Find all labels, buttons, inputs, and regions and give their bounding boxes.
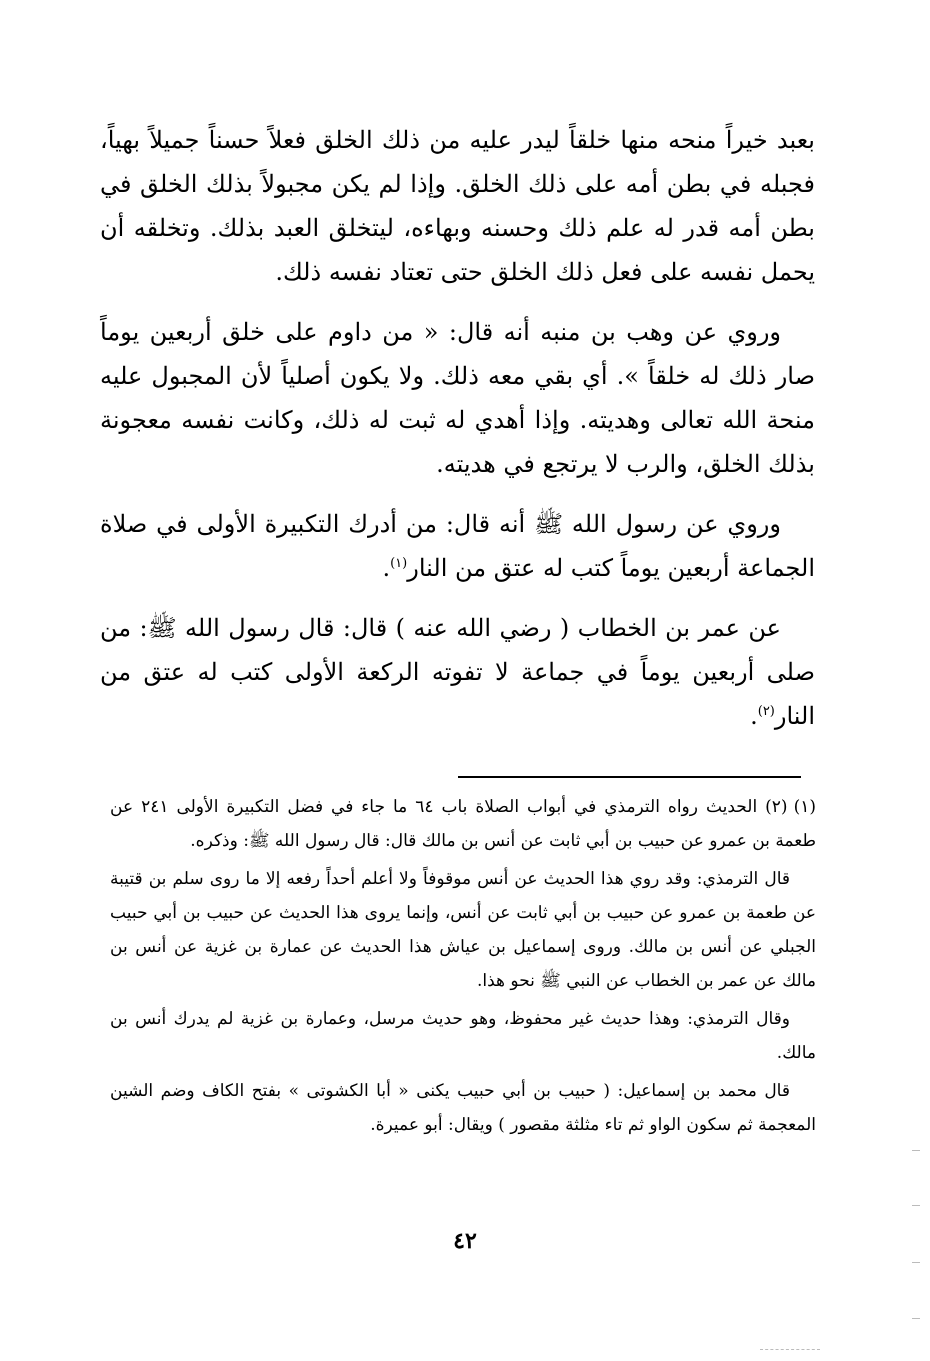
footnote-separator (458, 776, 801, 778)
footnote-4 (110, 1074, 816, 1142)
page-number: ٤٢ (453, 1228, 477, 1254)
paragraph-1 (100, 118, 815, 294)
footnote-marker: (١) (793, 797, 816, 817)
footnote-2-text: قال الترمذي: وقد روي هذا الحديث عن أنس موقوفاً ولا أعلم أحداً رفعه إلا ما روى سلم بن قتيبة عن طعمة بن عمرو عن حبيب بن أبي ثابت عن أنس، وإنما يروى هذا الحديث عن حبيب بن أبي حبيب الجبلي عن أنس بن مالك. وروى إسماعيل بن عياش هذا الحديث عن عمارة بن غزية عن أنس بن مالك عن عمر بن الخطاب عن النبي ﷺ نحو هذا. (110, 869, 816, 991)
scan-edge-mark (912, 1318, 920, 1319)
scan-edge-mark (912, 1262, 920, 1263)
footnote-3 (110, 1002, 816, 1070)
paragraph-4: عن عمر بن الخطاب ( رضي الله عنه ) قال: قال رسول الله ﷺ: من صلى أربعين يوماً في جماعة لا تفوته الركعة الأولى كتب له عتق من النار$^{(٢)}$. (100, 614, 815, 730)
footnote-1-text: (٢) الحديث رواه الترمذي في أبواب الصلاة باب ٦٤ ما جاء في فضل التكبيرة الأولى ٢٤١ عن طعمة بن عمرو عن حبيب بن أبي ثابت عن أنس بن مالك قال: قال رسول الله ﷺ: وذكره. (110, 797, 816, 851)
paragraph-1-text: بعبد خيراً منحه منها خلقاً ليدر عليه من ذلك الخلق فعلاً حسناً جميلاً بهياً، فجبله في بطن أمه على ذلك الخلق. وإذا لم يكن مجبولاً بذلك الخلق في بطن أمه قدر له علم ذلك وحسنه وبهاءه، ليتخلق العبد بذلك. وتخلقه أن يحمل نفسه على فعل ذلك الخلق حتى تعتاد نفسه ذلك. (100, 126, 815, 286)
main-text (100, 118, 815, 754)
scan-bottom-mark (760, 1349, 820, 1350)
paragraph-3: وروي عن رسول الله ﷺ أنه قال: من أدرك التكبيرة الأولى في صلاة الجماعة أربعين يوماً كتب له عتق من النار$^{(١)}$. (100, 510, 815, 582)
footnote-2 (110, 862, 816, 998)
paragraph-2 (100, 310, 815, 486)
paragraph-4-text: عن عمر بن الخطاب ( رضي الله عنه ) قال: قال رسول الله ﷺ: من صلى أربعين يوماً في جماعة لا تفوته الركعة الأولى كتب له عتق من النار (100, 614, 815, 730)
scan-edge-mark (912, 1205, 920, 1206)
paragraph-3-text: وروي عن رسول الله ﷺ أنه قال: من أدرك التكبيرة الأولى في صلاة الجماعة أربعين يوماً كتب له عتق من النار (100, 510, 815, 582)
paragraph-2-text: وروي عن وهب بن منبه أنه قال: « من داوم على خلق أربعين يوماً صار ذلك له خلقاً ». أي بقي معه ذلك. ولا يكون أصلياً لأن المجبول عليه منحة الله تعالى وهديته. وإذا أهدي له ثبت له ذلك، وكانت نفسه معجونة بذلك الخلق، والرب لا يرتجع في هديته. (100, 318, 815, 478)
scan-edge-mark (912, 1150, 920, 1151)
footnote-ref-2[interactable]: (٢) (757, 704, 775, 719)
footnote-3-text: وقال الترمذي: وهذا حديث غير محفوظ، وهو حديث مرسل، وعمارة بن غزية لم يدرك أنس بن مالك. (110, 1009, 816, 1063)
footnote-4-text: قال محمد بن إسماعيل: ( حبيب بن أبي حبيب يكنى « أبا الكشوتى » بفتح الكاف وضم الشين المعجمة ثم سكون الواو ثم تاء مثلثة مقصور ) ويقال: أبو عميرة. (110, 1081, 816, 1135)
footnote-1 (110, 790, 816, 858)
footnotes (110, 790, 816, 1146)
footnote-ref-1[interactable]: (١) (390, 556, 408, 571)
